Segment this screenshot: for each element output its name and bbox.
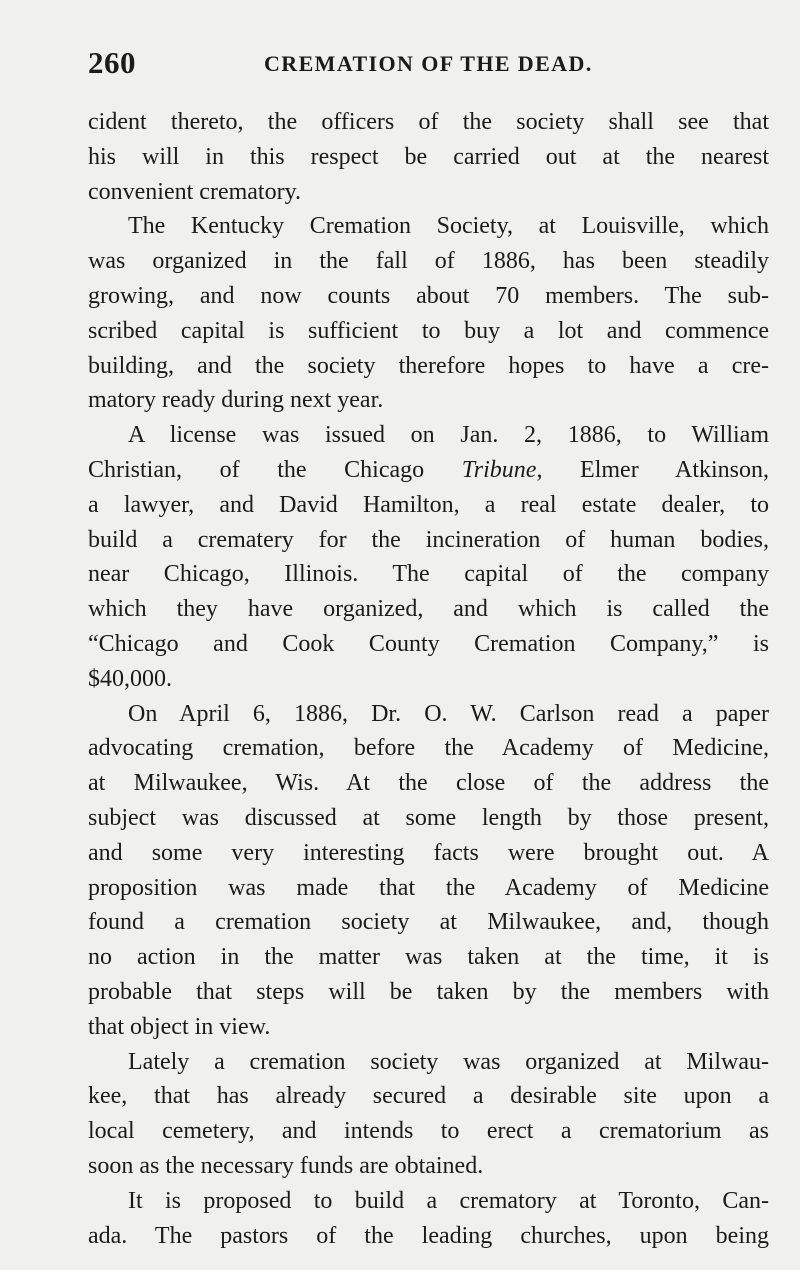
newspaper-title: Tribune: [461, 456, 537, 483]
text-line: The Kentucky Cremation Society, at Louisville, which: [128, 213, 769, 240]
text-line: growing, and now counts about 70 members. The sub-: [88, 282, 769, 309]
text-line: advocating cremation, before the Academy of Medicine,: [88, 735, 769, 762]
text-line: [88, 453, 769, 488]
text-line: at Milwaukee, Wis. At the close of the address the: [88, 770, 769, 797]
text-line: his will in this respect be carried out at the nearest: [88, 143, 769, 170]
text-line: subject was discussed at some length by those present,: [88, 804, 769, 831]
text-line: cident thereto, the officers of the society shall see that: [88, 109, 769, 135]
text-line: ada. The pastors of the leading churches, upon being: [88, 1222, 769, 1249]
text-line: $40,000.: [88, 665, 172, 692]
body-text: [88, 105, 769, 1253]
text-line: Lately a cremation society was organized at Milwau-: [128, 1048, 769, 1075]
text-line: “Chicago and Cook County Cremation Company,” is: [88, 630, 769, 657]
text-line: scribed capital is sufficient to buy a lot and commence: [88, 317, 769, 344]
text-line: kee, that has already secured a desirable site upon a: [88, 1083, 769, 1110]
page-header: [88, 45, 733, 85]
text-line: a lawyer, and David Hamilton, a real estate dealer, to: [88, 491, 769, 518]
text-line: matory ready during next year.: [88, 387, 384, 414]
text-line: building, and the society therefore hopes to have a cre-: [88, 352, 769, 379]
text-line: which they have organized, and which is called the: [88, 596, 769, 623]
text-run: Christian, of the Chicago: [88, 456, 462, 483]
text-line: build a crematery for the incineration of human bodies,: [88, 526, 769, 553]
text-line: and some very interesting facts were brought out. A: [88, 839, 769, 866]
text-line: was organized in the fall of 1886, has been steadily: [88, 248, 769, 275]
text-line: soon as the necessary funds are obtained.: [88, 1152, 484, 1179]
text-line: near Chicago, Illinois. The capital of the company: [88, 561, 769, 588]
text-line: On April 6, 1886, Dr. O. W. Carlson read a paper: [128, 700, 769, 727]
running-head: CREMATION OF THE DEAD.: [264, 51, 593, 76]
text-line: local cemetery, and intends to erect a crematorium as: [88, 1118, 769, 1145]
text-line: that object in view.: [88, 1013, 271, 1040]
text-line: convenient crematory.: [88, 178, 302, 205]
text-line: proposition was made that the Academy of Medicine: [88, 874, 769, 901]
text-line: It is proposed to build a crematory at Toronto, Can-: [128, 1187, 769, 1214]
text-run: , Elmer Atkinson,: [536, 456, 769, 483]
page-number: 260: [88, 45, 136, 80]
text-line: probable that steps will be taken by the members with: [88, 978, 769, 1005]
text-line: found a cremation society at Milwaukee, and, though: [88, 909, 769, 936]
text-line: A license was issued on Jan. 2, 1886, to William: [128, 422, 769, 449]
text-line: no action in the matter was taken at the time, it is: [88, 944, 769, 971]
